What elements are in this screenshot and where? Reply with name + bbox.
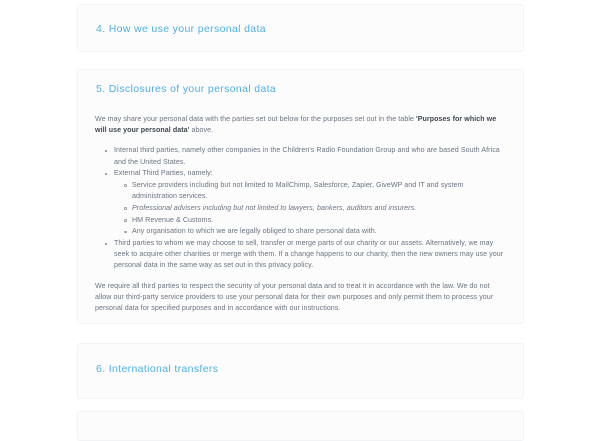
list-item-label: HM Revenue & Customs. (132, 215, 507, 226)
list-item-label: Third parties to whom we may choose to sell, transfer or merge parts of our charity or our assets. Alternatively, we may seek to acquire other charities or merge with them. If a change happens to our charity, then the new owners may use your personal data in the same way as set out in this privacy policy. (114, 238, 507, 272)
list-item-label: Professional advisers including but not limited to lawyers, bankers, auditors and insurers. (132, 203, 507, 214)
list-item (132, 226, 507, 237)
section-heading-6[interactable]: 6. International transfers (96, 363, 219, 375)
list-item-label: External Third Parties, namely: (114, 168, 507, 179)
list-item-label: Internal third parties, namely other companies in the Children's Radio Foundation Group and who are based South Africa and the United States. (114, 145, 507, 167)
external-third-parties-sublist (114, 180, 507, 238)
section-heading-5[interactable]: 5. Disclosures of your personal data (96, 83, 277, 95)
list-item (132, 215, 507, 226)
section-card-4[interactable] (77, 4, 524, 52)
closing-paragraph: We require all third parties to respect the security of your personal data and to treat it in accordance with the law. We do not allow our third-party service providers to use your personal data for their own purposes and only permit them to process your personal data for specified purposes and in accordance with our instructions. (95, 281, 494, 313)
intro-paragraph (95, 114, 507, 136)
list-item (114, 168, 507, 237)
list-item-label: Any organisation to which we are legally obliged to share personal data with. (132, 226, 507, 237)
section-5-body (95, 114, 507, 314)
list-item (114, 238, 507, 272)
list-item (132, 203, 507, 214)
intro-text-after-bold: above. (189, 126, 214, 135)
disclosure-list (95, 145, 507, 271)
section-heading-4[interactable]: 4. How we use your personal data (96, 23, 266, 35)
section-card-6[interactable] (77, 343, 524, 399)
section-card-next[interactable] (77, 411, 524, 441)
section-card-5 (77, 69, 524, 324)
list-item (114, 145, 507, 167)
intro-text-bold: 'Purposes for which we will use your personal data' (95, 115, 497, 135)
list-item-label: Service providers including but not limited to MailChimp, Salesforce, Zapier, GiveWP and IT and system administration services. (132, 180, 507, 202)
list-item (132, 180, 507, 202)
intro-text-before-bold: We may share your personal data with the parties set out below for the purposes set out in the table (95, 115, 416, 123)
